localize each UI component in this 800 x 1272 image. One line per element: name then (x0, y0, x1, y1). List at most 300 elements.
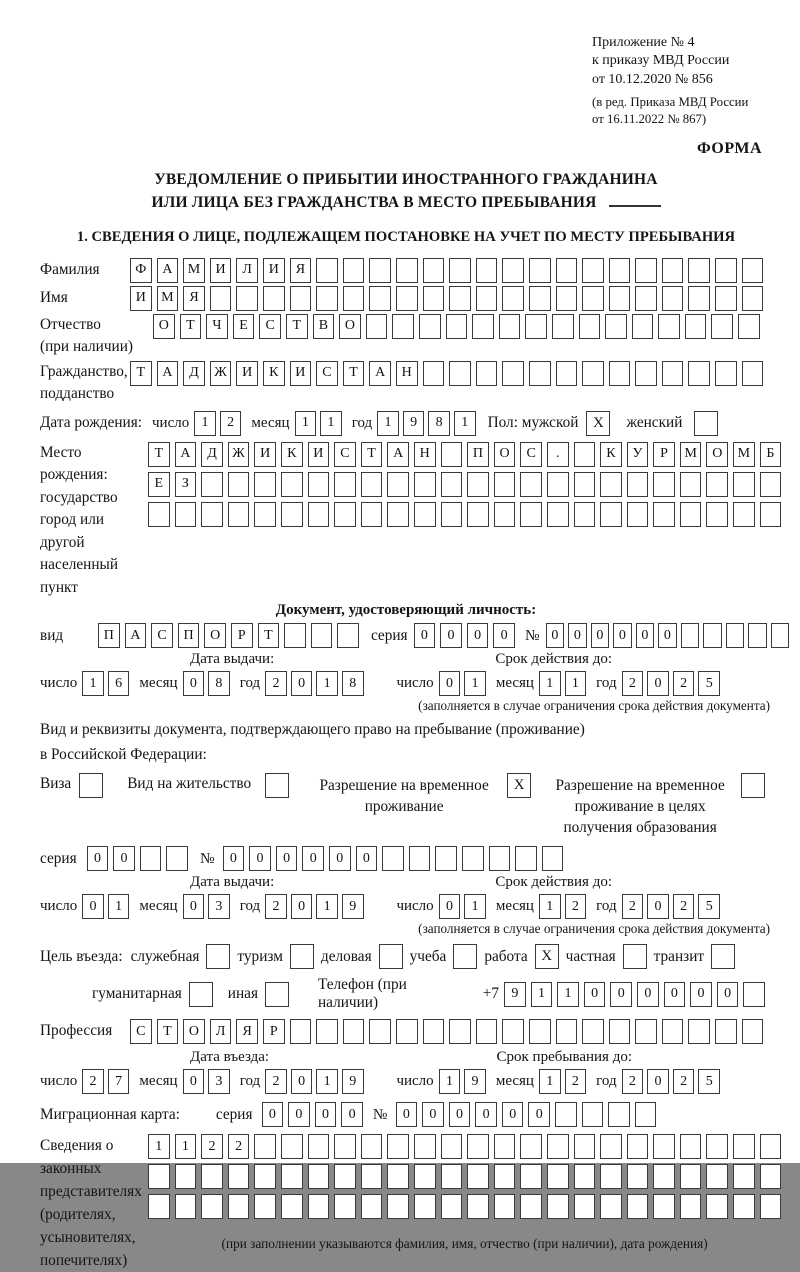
char-box[interactable]: М (157, 286, 179, 311)
char-box[interactable] (467, 472, 489, 497)
char-box[interactable]: 0 (356, 846, 378, 871)
char-box[interactable] (726, 623, 745, 648)
char-box[interactable] (281, 1134, 303, 1159)
char-box[interactable] (265, 773, 289, 798)
char-box[interactable]: 0 (396, 1102, 418, 1127)
char-box[interactable] (582, 1102, 604, 1127)
char-box[interactable] (662, 361, 684, 386)
char-box[interactable] (494, 1194, 516, 1219)
char-box[interactable] (343, 286, 365, 311)
char-box[interactable]: Н (396, 361, 418, 386)
char-box[interactable]: . (547, 442, 569, 467)
char-box[interactable] (706, 472, 728, 497)
char-box[interactable] (608, 1102, 630, 1127)
char-box[interactable]: 2 (673, 671, 695, 696)
char-box[interactable] (281, 472, 303, 497)
char-box[interactable]: У (627, 442, 649, 467)
char-box[interactable] (685, 314, 707, 339)
char-box[interactable]: 2 (265, 1069, 287, 1094)
char-box[interactable]: 0 (249, 846, 271, 871)
char-box[interactable]: О (706, 442, 728, 467)
char-box[interactable]: 1 (531, 982, 553, 1007)
char-box[interactable]: А (387, 442, 409, 467)
char-box[interactable] (311, 623, 333, 648)
char-box[interactable] (396, 1019, 418, 1044)
char-box[interactable] (582, 258, 604, 283)
char-box[interactable]: 0 (584, 982, 606, 1007)
char-box[interactable] (662, 258, 684, 283)
char-box[interactable]: 0 (439, 894, 461, 919)
identity-issue-year[interactable] (265, 671, 363, 696)
residence-issue-month[interactable] (183, 894, 230, 919)
stay-year[interactable] (622, 1069, 720, 1094)
char-box[interactable]: 0 (183, 671, 205, 696)
char-box[interactable]: 0 (467, 623, 489, 648)
char-box[interactable]: 2 (265, 671, 287, 696)
char-box[interactable] (189, 982, 213, 1007)
char-box[interactable]: 0 (502, 1102, 524, 1127)
char-box[interactable] (529, 361, 551, 386)
char-box[interactable]: Ф (130, 258, 152, 283)
temp-permit-checkbox[interactable] (507, 773, 531, 798)
char-box[interactable] (502, 1019, 524, 1044)
char-box[interactable]: Д (183, 361, 205, 386)
char-box[interactable] (175, 1164, 197, 1189)
char-box[interactable]: А (125, 623, 147, 648)
char-box[interactable]: X (586, 411, 610, 436)
char-box[interactable] (423, 286, 445, 311)
char-box[interactable] (281, 1194, 303, 1219)
char-box[interactable]: Я (290, 258, 312, 283)
purpose-opt-work-checkbox[interactable] (535, 944, 559, 969)
identity-issue-day[interactable] (82, 671, 129, 696)
char-box[interactable] (742, 1019, 764, 1044)
char-box[interactable]: 0 (637, 982, 659, 1007)
char-box[interactable] (419, 314, 441, 339)
char-box[interactable] (609, 258, 631, 283)
char-box[interactable] (228, 502, 250, 527)
char-box[interactable] (290, 286, 312, 311)
char-box[interactable] (760, 1134, 782, 1159)
char-box[interactable]: А (157, 258, 179, 283)
char-box[interactable]: Р (263, 1019, 285, 1044)
char-box[interactable] (337, 623, 359, 648)
char-box[interactable] (284, 623, 306, 648)
purpose-opt-tourism-checkbox[interactable] (290, 944, 314, 969)
char-box[interactable] (547, 1194, 569, 1219)
char-box[interactable]: 0 (329, 846, 351, 871)
char-box[interactable] (441, 1134, 463, 1159)
char-box[interactable]: 9 (464, 1069, 486, 1094)
char-box[interactable] (449, 286, 471, 311)
char-box[interactable] (476, 258, 498, 283)
char-box[interactable]: В (313, 314, 335, 339)
char-box[interactable]: 7 (108, 1069, 130, 1094)
residence-issue-year[interactable] (265, 894, 363, 919)
char-box[interactable] (600, 1164, 622, 1189)
char-box[interactable]: 1 (439, 1069, 461, 1094)
char-box[interactable] (414, 502, 436, 527)
char-box[interactable]: 0 (717, 982, 739, 1007)
char-box[interactable] (680, 472, 702, 497)
char-box[interactable] (688, 361, 710, 386)
char-box[interactable] (653, 1134, 675, 1159)
doc-kind-input[interactable] (98, 623, 359, 648)
char-box[interactable] (574, 1194, 596, 1219)
char-box[interactable]: И (263, 258, 285, 283)
char-box[interactable] (520, 472, 542, 497)
purpose-opt-business-checkbox[interactable] (379, 944, 403, 969)
char-box[interactable]: 0 (302, 846, 324, 871)
char-box[interactable] (520, 502, 542, 527)
profession-input[interactable] (130, 1019, 763, 1044)
char-box[interactable]: Т (130, 361, 152, 386)
char-box[interactable] (627, 472, 649, 497)
char-box[interactable] (623, 944, 647, 969)
char-box[interactable]: 1 (194, 411, 216, 436)
char-box[interactable]: 9 (342, 1069, 364, 1094)
residence-number-input[interactable] (223, 846, 564, 871)
name-input[interactable] (130, 286, 763, 311)
char-box[interactable] (662, 286, 684, 311)
char-box[interactable]: 0 (183, 894, 205, 919)
char-box[interactable]: 2 (201, 1134, 223, 1159)
char-box[interactable] (653, 502, 675, 527)
char-box[interactable] (600, 472, 622, 497)
char-box[interactable] (175, 1194, 197, 1219)
char-box[interactable] (574, 502, 596, 527)
char-box[interactable]: 0 (528, 1102, 550, 1127)
char-box[interactable] (281, 502, 303, 527)
char-box[interactable]: 0 (288, 1102, 310, 1127)
char-box[interactable] (582, 286, 604, 311)
char-box[interactable] (396, 258, 418, 283)
char-box[interactable] (742, 286, 764, 311)
char-box[interactable] (515, 846, 537, 871)
char-box[interactable]: 5 (698, 1069, 720, 1094)
char-box[interactable]: И (254, 442, 276, 467)
char-box[interactable]: П (98, 623, 120, 648)
char-box[interactable] (662, 1019, 684, 1044)
char-box[interactable] (582, 361, 604, 386)
char-box[interactable]: 6 (108, 671, 130, 696)
birth-place-input-row2[interactable] (148, 472, 781, 497)
entry-month[interactable] (183, 1069, 230, 1094)
char-box[interactable]: Б (760, 442, 782, 467)
char-box[interactable]: С (316, 361, 338, 386)
char-box[interactable]: 2 (82, 1069, 104, 1094)
char-box[interactable]: С (520, 442, 542, 467)
char-box[interactable]: 2 (228, 1134, 250, 1159)
char-box[interactable] (627, 1134, 649, 1159)
char-box[interactable]: 8 (428, 411, 450, 436)
doc-series-input[interactable] (414, 623, 515, 648)
char-box[interactable] (760, 472, 782, 497)
residence-valid-year[interactable] (622, 894, 720, 919)
char-box[interactable]: 1 (316, 671, 338, 696)
char-box[interactable] (600, 1194, 622, 1219)
residence-valid-month[interactable] (539, 894, 586, 919)
char-box[interactable]: Т (343, 361, 365, 386)
char-box[interactable] (494, 472, 516, 497)
char-box[interactable]: 0 (341, 1102, 363, 1127)
char-box[interactable] (733, 472, 755, 497)
char-box[interactable]: 0 (658, 623, 677, 648)
char-box[interactable]: 0 (636, 623, 655, 648)
char-box[interactable] (582, 1019, 604, 1044)
char-box[interactable]: 0 (546, 623, 565, 648)
char-box[interactable] (254, 1194, 276, 1219)
char-box[interactable] (175, 502, 197, 527)
char-box[interactable]: 0 (591, 623, 610, 648)
char-box[interactable]: 1 (316, 1069, 338, 1094)
char-box[interactable] (494, 1164, 516, 1189)
char-box[interactable]: 1 (316, 894, 338, 919)
char-box[interactable]: 1 (539, 894, 561, 919)
char-box[interactable] (609, 286, 631, 311)
char-box[interactable]: А (157, 361, 179, 386)
char-box[interactable] (742, 258, 764, 283)
char-box[interactable]: С (151, 623, 173, 648)
char-box[interactable]: Т (258, 623, 280, 648)
char-box[interactable]: 0 (613, 623, 632, 648)
char-box[interactable] (760, 1164, 782, 1189)
char-box[interactable]: 1 (464, 671, 486, 696)
char-box[interactable]: 0 (568, 623, 587, 648)
char-box[interactable] (499, 314, 521, 339)
char-box[interactable]: 2 (673, 1069, 695, 1094)
char-box[interactable] (387, 1194, 409, 1219)
char-box[interactable] (635, 361, 657, 386)
char-box[interactable]: 1 (454, 411, 476, 436)
char-box[interactable]: Л (210, 1019, 232, 1044)
representatives-input-row3[interactable] (148, 1194, 781, 1219)
char-box[interactable]: К (600, 442, 622, 467)
residence-issue-day[interactable] (82, 894, 129, 919)
birth-day-input[interactable] (194, 411, 241, 436)
char-box[interactable] (366, 314, 388, 339)
char-box[interactable]: О (494, 442, 516, 467)
stay-month[interactable] (539, 1069, 586, 1094)
birth-place-input-row3[interactable] (148, 502, 781, 527)
char-box[interactable]: 0 (690, 982, 712, 1007)
char-box[interactable] (201, 1194, 223, 1219)
char-box[interactable] (733, 1164, 755, 1189)
char-box[interactable]: 0 (647, 894, 669, 919)
char-box[interactable] (771, 623, 790, 648)
char-box[interactable] (609, 1019, 631, 1044)
doc-number-input[interactable] (546, 623, 790, 648)
char-box[interactable]: 9 (504, 982, 526, 1007)
char-box[interactable] (627, 1164, 649, 1189)
char-box[interactable]: 1 (557, 982, 579, 1007)
char-box[interactable] (423, 361, 445, 386)
identity-valid-year[interactable] (622, 671, 720, 696)
char-box[interactable] (502, 286, 524, 311)
char-box[interactable]: 0 (493, 623, 515, 648)
char-box[interactable] (392, 314, 414, 339)
char-box[interactable]: 1 (148, 1134, 170, 1159)
char-box[interactable]: 0 (87, 846, 109, 871)
char-box[interactable] (547, 502, 569, 527)
char-box[interactable]: Т (148, 442, 170, 467)
char-box[interactable]: 9 (342, 894, 364, 919)
entry-year[interactable] (265, 1069, 363, 1094)
char-box[interactable]: 1 (539, 671, 561, 696)
char-box[interactable] (228, 472, 250, 497)
char-box[interactable]: 2 (673, 894, 695, 919)
char-box[interactable] (529, 258, 551, 283)
char-box[interactable]: Д (201, 442, 223, 467)
char-box[interactable] (574, 1134, 596, 1159)
surname-input[interactable] (130, 258, 763, 283)
char-box[interactable] (715, 1019, 737, 1044)
char-box[interactable] (574, 1164, 596, 1189)
char-box[interactable] (605, 314, 627, 339)
char-box[interactable] (423, 1019, 445, 1044)
char-box[interactable] (308, 472, 330, 497)
char-box[interactable] (742, 361, 764, 386)
char-box[interactable] (254, 502, 276, 527)
char-box[interactable] (308, 1134, 330, 1159)
char-box[interactable] (308, 1164, 330, 1189)
char-box[interactable] (494, 1134, 516, 1159)
representatives-input-row2[interactable] (148, 1164, 781, 1189)
char-box[interactable]: И (290, 361, 312, 386)
char-box[interactable] (556, 258, 578, 283)
birth-month-input[interactable] (295, 411, 342, 436)
char-box[interactable] (529, 286, 551, 311)
char-box[interactable] (706, 1134, 728, 1159)
char-box[interactable] (502, 361, 524, 386)
char-box[interactable] (574, 472, 596, 497)
char-box[interactable]: Т (157, 1019, 179, 1044)
char-box[interactable] (520, 1134, 542, 1159)
char-box[interactable] (688, 286, 710, 311)
birth-place-input-row1[interactable] (148, 442, 781, 467)
char-box[interactable]: 1 (295, 411, 317, 436)
char-box[interactable] (334, 1134, 356, 1159)
char-box[interactable] (556, 1019, 578, 1044)
char-box[interactable]: 2 (565, 894, 587, 919)
char-box[interactable] (228, 1194, 250, 1219)
char-box[interactable]: О (339, 314, 361, 339)
char-box[interactable] (228, 1164, 250, 1189)
char-box[interactable] (711, 314, 733, 339)
char-box[interactable] (520, 1194, 542, 1219)
char-box[interactable] (361, 1164, 383, 1189)
char-box[interactable]: 0 (414, 623, 436, 648)
char-box[interactable]: 0 (291, 671, 313, 696)
char-box[interactable] (265, 982, 289, 1007)
char-box[interactable] (148, 1164, 170, 1189)
char-box[interactable] (449, 1019, 471, 1044)
char-box[interactable] (476, 286, 498, 311)
char-box[interactable] (423, 258, 445, 283)
char-box[interactable]: П (178, 623, 200, 648)
char-box[interactable] (343, 1019, 365, 1044)
sex-male-checkbox[interactable] (586, 411, 610, 436)
char-box[interactable]: 5 (698, 894, 720, 919)
char-box[interactable] (396, 286, 418, 311)
residence-valid-day[interactable] (439, 894, 486, 919)
char-box[interactable] (476, 1019, 498, 1044)
sex-female-checkbox[interactable] (694, 411, 718, 436)
char-box[interactable] (148, 502, 170, 527)
char-box[interactable] (547, 1134, 569, 1159)
char-box[interactable]: Р (231, 623, 253, 648)
char-box[interactable] (609, 361, 631, 386)
visa-checkbox[interactable] (79, 773, 103, 798)
char-box[interactable]: С (334, 442, 356, 467)
char-box[interactable]: 8 (208, 671, 230, 696)
char-box[interactable]: 0 (647, 671, 669, 696)
char-box[interactable] (635, 258, 657, 283)
char-box[interactable] (441, 1194, 463, 1219)
char-box[interactable] (148, 1194, 170, 1219)
char-box[interactable] (210, 286, 232, 311)
char-box[interactable] (635, 1019, 657, 1044)
char-box[interactable]: М (733, 442, 755, 467)
char-box[interactable]: 1 (565, 671, 587, 696)
char-box[interactable] (715, 258, 737, 283)
char-box[interactable] (635, 1102, 657, 1127)
char-box[interactable]: К (281, 442, 303, 467)
char-box[interactable] (334, 472, 356, 497)
char-box[interactable] (281, 1164, 303, 1189)
char-box[interactable] (206, 944, 230, 969)
char-box[interactable]: М (183, 258, 205, 283)
char-box[interactable] (653, 1194, 675, 1219)
char-box[interactable] (441, 1164, 463, 1189)
entry-day[interactable] (82, 1069, 129, 1094)
char-box[interactable]: Ч (206, 314, 228, 339)
char-box[interactable] (343, 258, 365, 283)
char-box[interactable] (369, 1019, 391, 1044)
char-box[interactable] (552, 314, 574, 339)
char-box[interactable]: 1 (539, 1069, 561, 1094)
patronymic-input[interactable] (153, 314, 760, 339)
char-box[interactable] (688, 1019, 710, 1044)
char-box[interactable]: Я (183, 286, 205, 311)
char-box[interactable] (369, 258, 391, 283)
char-box[interactable] (658, 314, 680, 339)
char-box[interactable]: Т (180, 314, 202, 339)
char-box[interactable] (706, 502, 728, 527)
char-box[interactable]: 0 (291, 894, 313, 919)
char-box[interactable]: Ж (210, 361, 232, 386)
char-box[interactable] (379, 944, 403, 969)
char-box[interactable]: X (507, 773, 531, 798)
char-box[interactable] (414, 1134, 436, 1159)
char-box[interactable]: 0 (449, 1102, 471, 1127)
char-box[interactable]: 9 (403, 411, 425, 436)
purpose-opt-transit-checkbox[interactable] (711, 944, 735, 969)
char-box[interactable]: 1 (464, 894, 486, 919)
char-box[interactable] (635, 286, 657, 311)
char-box[interactable]: О (153, 314, 175, 339)
char-box[interactable] (334, 502, 356, 527)
char-box[interactable]: Р (653, 442, 675, 467)
char-box[interactable]: Т (286, 314, 308, 339)
char-box[interactable] (382, 846, 404, 871)
char-box[interactable] (308, 502, 330, 527)
char-box[interactable]: Ж (228, 442, 250, 467)
char-box[interactable]: 0 (439, 671, 461, 696)
char-box[interactable] (472, 314, 494, 339)
representatives-input-row1[interactable] (148, 1134, 781, 1159)
purpose-opt-private-checkbox[interactable] (623, 944, 647, 969)
